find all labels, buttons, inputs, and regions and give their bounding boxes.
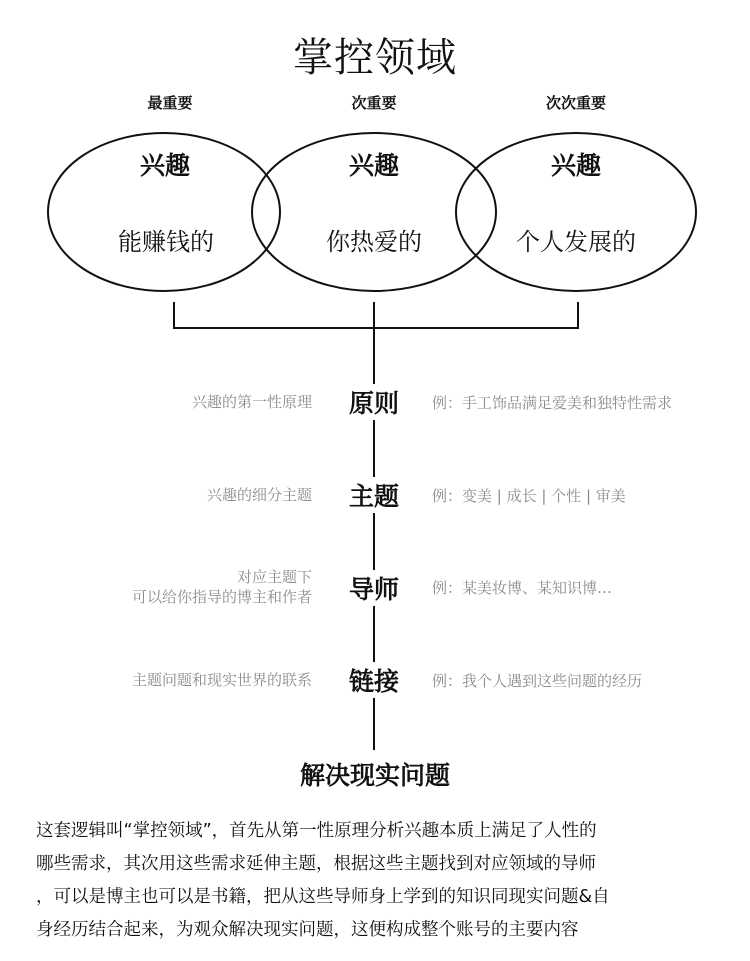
step-4-right-label: 例：我个人遇到这些问题的经历 — [432, 672, 643, 690]
circle-3-title: 兴趣 — [550, 151, 601, 180]
circle-1-title: 兴趣 — [139, 151, 190, 180]
step-3-right-label: 例：某美妆博、某知识博… — [432, 579, 613, 597]
step-2-right-label: 例：变美 | 成长 | 个性 | 审美 — [432, 487, 626, 505]
bracket — [174, 302, 578, 328]
rank-label-2: 次重要 — [351, 94, 397, 112]
description-line-3: ，可以是博主也可以是书籍，把从这些导师身上学到的知识同现实问题&自 — [36, 887, 610, 907]
step-1-left-label: 兴趣的第一性原理 — [191, 393, 312, 411]
description-line-2: 哪些需求，其次用这些需求延伸主题，根据这些主题找到对应领域的导师 — [36, 854, 596, 874]
description-paragraph — [36, 815, 726, 947]
step-3-left-line-1: 对应主题下 — [236, 568, 312, 586]
result-label: 解决现实问题 — [299, 761, 450, 790]
circle-3-subtitle: 个人发展的 — [516, 228, 636, 256]
step-3-label: 导师 — [329, 570, 419, 606]
step-2-label: 主题 — [329, 477, 419, 513]
step-3-left-label — [52, 567, 312, 607]
circle-2-title: 兴趣 — [348, 151, 399, 180]
step-2-left-label: 兴趣的细分主题 — [206, 486, 312, 504]
circle-2-subtitle: 你热爱的 — [326, 228, 422, 256]
step-1-right-label: 例：手工饰品满足爱美和独特性需求 — [432, 394, 673, 412]
step-1-label: 原则 — [329, 384, 419, 420]
circle-1-subtitle: 能赚钱的 — [118, 228, 214, 256]
step-4-label: 链接 — [329, 662, 419, 698]
diagram-title: 掌控领域 — [293, 35, 457, 81]
step-3-left-line-2: 可以给你指导的博主和作者 — [131, 588, 312, 606]
rank-label-3: 次次重要 — [545, 94, 606, 112]
rank-label-1: 最重要 — [147, 94, 193, 112]
description-line-4: 身经历结合起来，为观众解决现实问题，这便构成整个账号的主要内容 — [36, 920, 579, 940]
description-line-1: 这套逻辑叫“掌控领域”，首先从第一性原理分析兴趣本质上满足了人性的 — [36, 821, 597, 841]
step-4-left-label: 主题问题和现实世界的联系 — [131, 671, 312, 689]
